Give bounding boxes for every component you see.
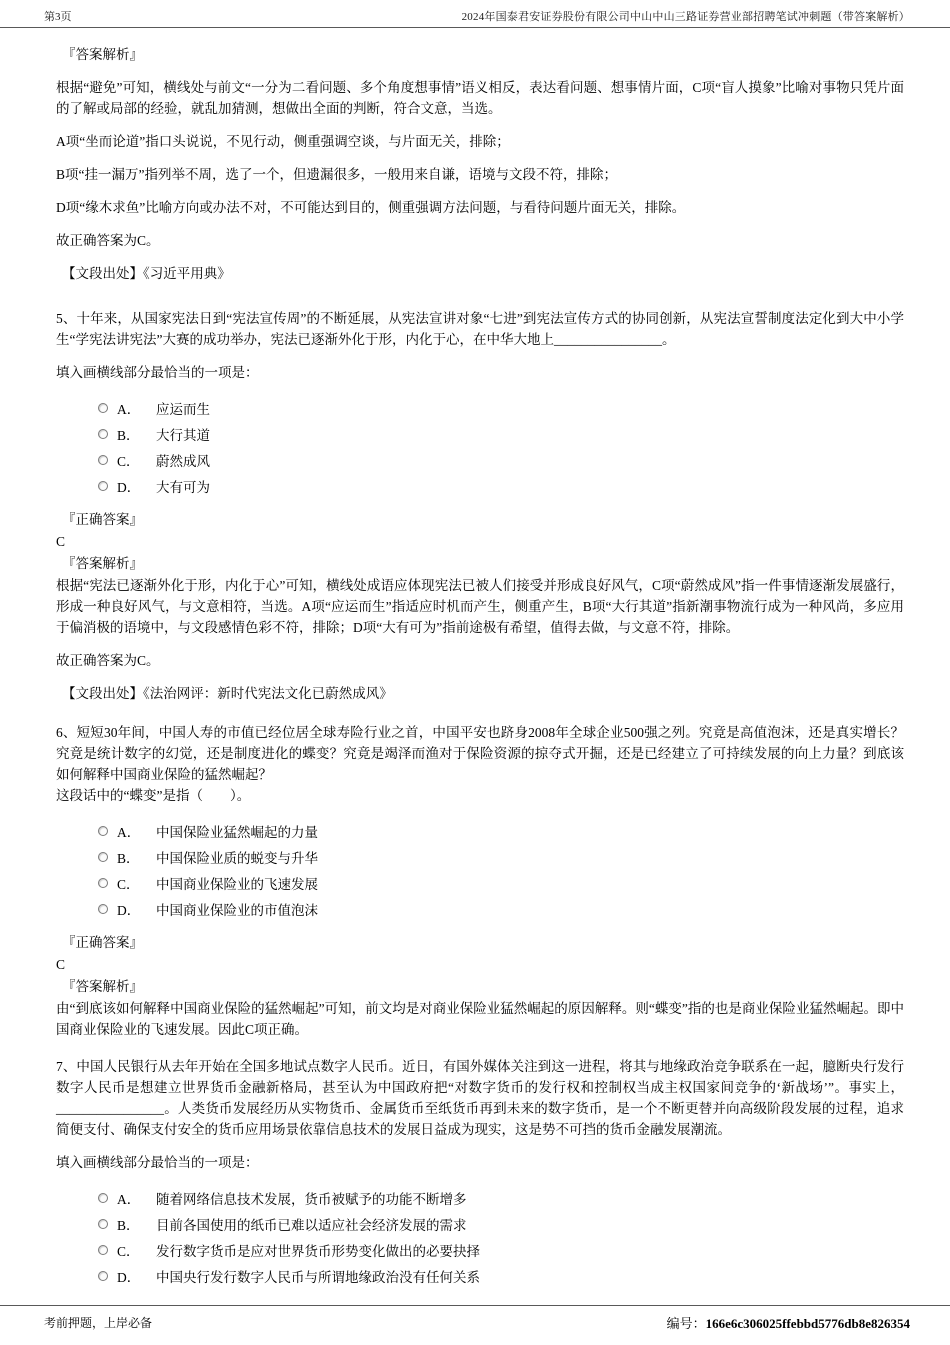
page-footer: [0, 1305, 950, 1345]
document-body: [0, 28, 950, 1289]
question-stem: 5、十年来，从国家宪法日到“宪法宣传周”的不断延展，从宪法宣讲对象“七进”到宪法宣传方式的协同创新，从宪法宣誓制度法定化到大中小学生“学宪法讲宪法”大赛的成功举办，宪法已逐渐外化于形，内化于心，在中华大地上________________。: [56, 311, 904, 347]
option-row-b[interactable]: [98, 1211, 904, 1237]
radio-icon[interactable]: [98, 1271, 108, 1281]
correct-answer: C: [56, 534, 66, 549]
options-group: [56, 818, 904, 922]
option-row-a[interactable]: [98, 1185, 904, 1211]
question-stem: 7、中国人民银行从去年开始在全国多地试点数字人民币。近日，有国外媒体关注到这一进程，将其与地缘政治竞争联系在一起，臆断央行发行数字人民币是想建立世界货币金融新格局，甚至认为中国政府把“对数字货币的发行权和控制权当成主权国家间竞争的‘新战场’”。事实上，________________。人类货币发展经历从实物货币、金属货币至纸货币再到未来的数字货币，是一个不断更替并向高级阶段发展的过程，追求简便支付、确保支付安全的货币应用场景依靠信息技术的发展日益成为现实，这是势不可挡的货币金融发展潮流。: [56, 1059, 904, 1137]
option-row-a[interactable]: [98, 395, 904, 421]
analysis-paragraph: B项“挂一漏万”指列举不周，选了一个，但遗漏很多，一般用来自谦，语境与文段不符，排除；: [56, 167, 617, 182]
analysis-paragraph: A项“坐而论道”指口头说说，不见行动，侧重强调空谈，与片面无关，排除；: [56, 134, 510, 149]
footer-code: [667, 1313, 910, 1332]
question-5: [56, 308, 904, 704]
option-text: 随着网络信息技术发展，货币被赋予的功能不断增多: [156, 1192, 467, 1207]
document-title: 2024年国泰君安证券股份有限公司中山中山三路证券营业部招聘笔试冲刺题（带答案解析）: [461, 11, 910, 23]
option-row-d[interactable]: [98, 473, 904, 499]
option-text: 中国商业保险业的市值泡沫: [156, 903, 318, 918]
radio-icon[interactable]: [98, 1245, 108, 1255]
radio-icon[interactable]: [98, 455, 108, 465]
analysis-conclusion: 故正确答案为C。: [56, 233, 160, 248]
option-text: 中国央行发行数字人民币与所谓地缘政治没有任何关系: [156, 1270, 480, 1285]
analysis-conclusion: 故正确答案为C。: [56, 653, 160, 668]
radio-icon[interactable]: [98, 878, 108, 888]
passage-source: 【文段出处】《法治网评：新时代宪法文化已蔚然成风》: [62, 686, 393, 701]
analysis-label: 『答案解析』: [62, 47, 143, 62]
option-row-c[interactable]: [98, 447, 904, 473]
analysis-label: 『答案解析』: [62, 556, 143, 571]
option-letter: B．: [117, 428, 140, 443]
question-stem: 6、短短30年间，中国人寿的市值已经位居全球寿险行业之首，中国平安也跻身2008年全球企业500强之列。究竟是高值泡沫，还是真实增长？究竟是统计数字的幻觉，还是制度进化的蝶变？究竟是竭泽而渔对于保险资源的掠夺式开掘，还是已经建立了可持续发展的向上力量？到底该如何解释中国商业保险的猛然崛起？: [56, 725, 904, 782]
analysis-paragraph: 由“到底该如何解释中国商业保险的猛然崛起”可知，前文均是对商业保险业猛然崛起的原因解释。则“蝶变”指的也是商业保险业猛然崛起。即中国商业保险业的飞速发展。因此C项正确。: [56, 1001, 904, 1037]
radio-icon[interactable]: [98, 852, 108, 862]
option-letter: B．: [117, 1218, 140, 1233]
page-header: [0, 0, 950, 28]
option-text: 发行数字货币是应对世界货币形势变化做出的必要抉择: [156, 1244, 480, 1259]
option-row-d[interactable]: [98, 1263, 904, 1289]
footer-code-value: 166e6c306025ffebbd5776db8e826354: [705, 1316, 910, 1331]
option-text: 大行其道: [156, 428, 210, 443]
option-row-c[interactable]: [98, 870, 904, 896]
option-letter: B．: [117, 851, 140, 866]
correct-answer-label: 『正确答案』: [62, 512, 143, 527]
analysis-paragraph: 根据“宪法已逐渐外化于形，内化于心”可知，横线处成语应体现宪法已被人们接受并形成良好风气，C项“蔚然成风”指一件事情逐渐发展盛行，形成一种良好风气，与文意相符，当选。A项“应运而生”指适应时机而产生，侧重产生，B项“大行其道”指新潮事物流行成为一种风尚，多应用于偏消极的语境中，与文段感情色彩不符，排除；D项“大有可为”指前途极有希望，值得去做，与文意不符，排除。: [56, 578, 904, 635]
option-text: 应运而生: [156, 402, 210, 417]
option-letter: D．: [117, 1270, 141, 1285]
option-row-a[interactable]: [98, 818, 904, 844]
radio-icon[interactable]: [98, 1193, 108, 1203]
options-group: [56, 395, 904, 499]
option-text: 中国商业保险业的飞速发展: [156, 877, 318, 892]
option-letter: C．: [117, 454, 140, 469]
options-group: [56, 1185, 904, 1289]
question-prompt: 填入画横线部分最恰当的一项是：: [56, 1155, 259, 1170]
radio-icon[interactable]: [98, 904, 108, 914]
page-number: 第3页: [44, 11, 72, 23]
question-prompt: 填入画横线部分最恰当的一项是：: [56, 365, 259, 380]
correct-answer-label: 『正确答案』: [62, 935, 143, 950]
option-row-b[interactable]: [98, 421, 904, 447]
option-row-b[interactable]: [98, 844, 904, 870]
option-row-d[interactable]: [98, 896, 904, 922]
option-letter: C．: [117, 877, 140, 892]
option-row-c[interactable]: [98, 1237, 904, 1263]
option-letter: D．: [117, 903, 141, 918]
radio-icon[interactable]: [98, 403, 108, 413]
option-letter: D．: [117, 480, 141, 495]
radio-icon[interactable]: [98, 481, 108, 491]
option-letter: A．: [117, 402, 141, 417]
option-text: 中国保险业猛然崛起的力量: [156, 825, 318, 840]
correct-answer: C: [56, 957, 66, 972]
passage-source: 【文段出处】《习近平用典》: [62, 266, 231, 281]
option-text: 目前各国使用的纸币已难以适应社会经济发展的需求: [156, 1218, 467, 1233]
analysis-paragraph: 根据“避免”可知，横线处与前文“一分为二看问题、多个角度想事情”语义相反，表达看问题、想事情片面，C项“盲人摸象”比喻对事物只凭片面的了解或局部的经验，就乱加猜测，想做出全面的判断，符合文意，当选。: [56, 80, 904, 116]
option-letter: A．: [117, 825, 141, 840]
option-letter: C．: [117, 1244, 140, 1259]
option-text: 蔚然成风: [156, 454, 210, 469]
analysis-paragraph: D项“缘木求鱼”比喻方向或办法不对，不可能达到目的，侧重强调方法问题，与看待问题片面无关，排除。: [56, 200, 686, 215]
radio-icon[interactable]: [98, 826, 108, 836]
question-stem-2: 这段话中的“蝶变”是指（ ）。: [56, 788, 251, 803]
footer-code-label: 编号：: [666, 1316, 706, 1331]
option-text: 中国保险业质的蜕变与升华: [156, 851, 318, 866]
option-text: 大有可为: [156, 480, 210, 495]
footer-slogan: 考前押题，上岸必备: [44, 1316, 153, 1330]
analysis-label: 『答案解析』: [62, 979, 143, 994]
question-6: [56, 722, 904, 1040]
option-letter: A．: [117, 1192, 141, 1207]
question-7: [56, 1056, 904, 1289]
radio-icon[interactable]: [98, 1219, 108, 1229]
radio-icon[interactable]: [98, 429, 108, 439]
